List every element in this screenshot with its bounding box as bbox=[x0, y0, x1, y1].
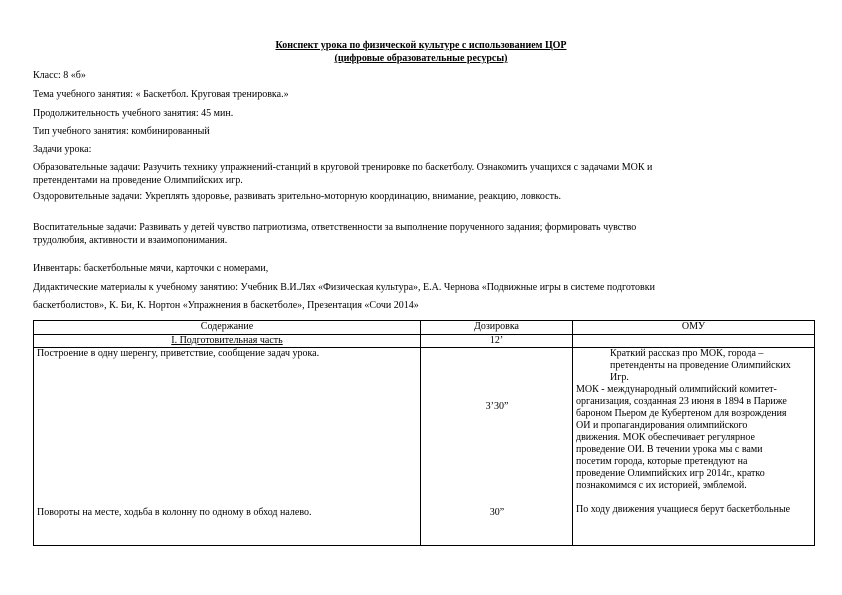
omu-line: МОК - международный олимпийский комитет- bbox=[576, 384, 777, 395]
section-dose: 12’ bbox=[421, 335, 573, 348]
doc-title-line2: (цифровые образовательные ресурсы) bbox=[334, 53, 508, 64]
type-line: Тип учебного занятия: комбинированный bbox=[33, 126, 210, 137]
omu-line: организация, созданная 23 июня в 1894 в Париже bbox=[576, 396, 787, 407]
upbringing-goals-line2: трудолюбия, активности и взаимопонимания. bbox=[33, 235, 228, 246]
omu-line: Игр. bbox=[610, 372, 629, 383]
omu-cell bbox=[573, 348, 815, 546]
edu-goals-line1: Образовательные задачи: Разучить технику упражнений-станций в круговой тренировке по баскетболу. Ознакомить учащихся с задачами МОК и bbox=[33, 162, 653, 173]
omu-line: По ходу движения учащиеся берут баскетбольные bbox=[576, 504, 791, 515]
topic-line: Тема учебного занятия: « Баскетбол. Круговая тренировка.» bbox=[33, 89, 289, 100]
goals-label: Задачи урока: bbox=[33, 144, 92, 155]
section-row bbox=[34, 335, 815, 348]
dose-cell bbox=[421, 348, 573, 546]
header-content: Содержание bbox=[34, 321, 421, 335]
inventory-line: Инвентарь: баскетбольные мячи, карточки с номерами, bbox=[33, 263, 269, 274]
row2-content: Повороты на месте, ходьба в колонну по одному в обход налево. bbox=[37, 507, 312, 518]
omu-line: проведение ОИ. В течении урока мы с вами bbox=[576, 444, 763, 455]
edu-goals-line2: претендентами на проведение Олимпийских игр. bbox=[33, 175, 243, 186]
table-header-row bbox=[34, 321, 815, 335]
row2-dose: 30” bbox=[489, 507, 505, 518]
omu-line: посетим города, которые претендуют на bbox=[576, 456, 748, 467]
section-title: I. Подготовительная часть bbox=[34, 335, 421, 348]
table-row bbox=[34, 348, 815, 546]
content-cell bbox=[34, 348, 421, 546]
duration-line: Продолжительность учебного занятия: 45 мин. bbox=[33, 108, 234, 119]
omu-line: Краткий рассказ про МОК, города – bbox=[610, 348, 764, 359]
omu-line: познакомимся с их историей, эмблемой. bbox=[576, 480, 747, 491]
didactic-line1: Дидактические материалы к учебному занятию: Учебник В.И.Лях «Физическая культура», Е.А. Чернова «Подвижные игры в системе подготовки bbox=[33, 282, 655, 293]
section-omu-empty bbox=[573, 335, 815, 348]
omu-line: проведение Олимпийских игр 2014г., кратко bbox=[576, 468, 765, 479]
row1-dose: 3’30” bbox=[485, 401, 509, 412]
omu-line: бароном Пьером де Кубертеном для возрождения bbox=[576, 408, 787, 419]
row1-content: Построение в одну шеренгу, приветствие, сообщение задач урока. bbox=[37, 348, 320, 359]
lesson-plan-table bbox=[33, 320, 815, 546]
omu-line: движения. МОК обеспечивает регулярное bbox=[576, 432, 755, 443]
header-dose: Дозировка bbox=[421, 321, 573, 335]
doc-title-line1: Конспект урока по физической культуре с использованием ЦОР bbox=[275, 40, 567, 51]
header-omu: ОМУ bbox=[573, 321, 815, 335]
omu-line: ОИ и пропагандирования олимпийского bbox=[576, 420, 748, 431]
class-line: Класс: 8 «б» bbox=[33, 70, 86, 81]
omu-line: претенденты на проведение Олимпийских bbox=[610, 360, 791, 371]
upbringing-goals-line1: Воспитательные задачи: Развивать у детей чувство патриотизма, ответственности за выполнение порученного задания; формировать чувство bbox=[33, 222, 637, 233]
health-goals: Оздоровительные задачи: Укреплять здоровье, развивать зрительно-моторную координацию, внимание, реакцию, ловкость. bbox=[33, 191, 562, 202]
didactic-line2: баскетболистов», К. Би, К. Нортон «Упражнения в баскетболе», Презентация «Сочи 2014» bbox=[33, 300, 419, 311]
